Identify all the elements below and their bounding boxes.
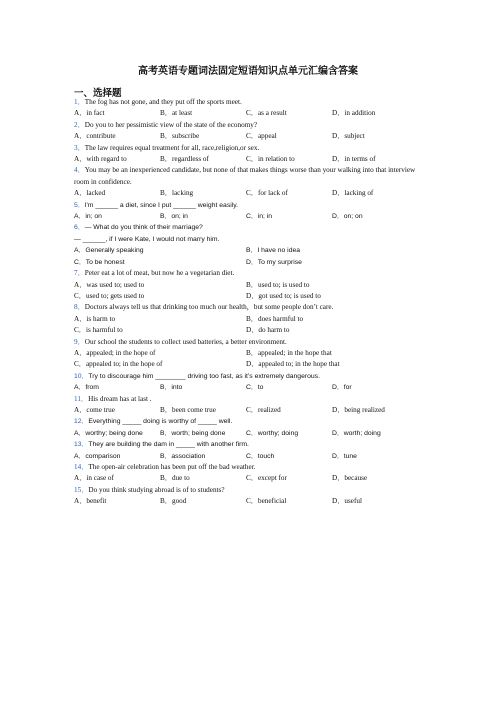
answer-option[interactable]: D．lacking of bbox=[332, 189, 374, 198]
answer-option[interactable]: B．due to bbox=[160, 474, 190, 483]
question-number: 15． bbox=[74, 485, 89, 494]
answer-option[interactable]: C．appealed to; in the hope of bbox=[74, 360, 163, 369]
answer-option[interactable]: A．in case of bbox=[74, 474, 114, 483]
options-row bbox=[74, 188, 424, 199]
answer-option[interactable]: D．for bbox=[332, 384, 352, 392]
answer-option[interactable]: C．touch bbox=[246, 452, 275, 460]
question-4 bbox=[74, 165, 424, 188]
answer-option[interactable]: C．To be honest bbox=[74, 258, 125, 266]
answer-option[interactable]: D．subject bbox=[332, 132, 365, 141]
answer-option[interactable]: B．I have no idea bbox=[246, 247, 301, 255]
page-title: 高考英语专题词法固定短语知识点单元汇编含答案 bbox=[138, 66, 358, 77]
question-15 bbox=[74, 485, 424, 496]
question-number: 3． bbox=[74, 143, 85, 152]
answer-option[interactable]: D．on; on bbox=[332, 213, 363, 221]
answer-option[interactable]: B．subscribe bbox=[160, 132, 200, 141]
answer-option[interactable]: D．in addition bbox=[332, 109, 376, 118]
options-row bbox=[74, 131, 424, 142]
answer-option[interactable]: C．for lack of bbox=[246, 189, 288, 198]
answer-option[interactable]: A．worthy; being done bbox=[74, 429, 143, 437]
answer-option[interactable]: B．appealed; in the hope that bbox=[246, 348, 332, 357]
answer-option[interactable]: B．good bbox=[160, 497, 187, 506]
question-6 bbox=[74, 222, 424, 233]
question-number: 14． bbox=[74, 463, 89, 471]
question-11 bbox=[74, 394, 424, 405]
question-text: Peter eat a lot of meat, but now he a vegetarian diet. bbox=[84, 269, 235, 278]
options-row bbox=[74, 154, 424, 165]
options-row bbox=[74, 428, 424, 439]
answer-option[interactable]: C．appeal bbox=[246, 132, 277, 141]
answer-option[interactable]: B．been come true bbox=[160, 405, 216, 414]
options-row bbox=[74, 348, 424, 359]
answer-option[interactable]: C．realized bbox=[246, 405, 281, 414]
answer-option[interactable]: D．worth; doing bbox=[332, 429, 381, 437]
question-text: Try to discourage him ________ driving too fast, as it’s extremely dangerous. bbox=[88, 372, 320, 380]
answer-option[interactable]: D．being realized bbox=[332, 405, 385, 414]
answer-option[interactable]: A．in; on bbox=[74, 213, 102, 221]
answer-option[interactable]: A．Generally speaking bbox=[74, 247, 144, 255]
question-14 bbox=[74, 462, 424, 473]
answer-option[interactable]: C．to bbox=[246, 384, 264, 392]
answer-option[interactable]: D．To my surprise bbox=[246, 258, 302, 266]
options-row bbox=[74, 314, 424, 325]
question-number: 7． bbox=[74, 269, 85, 278]
answer-option[interactable]: B．association bbox=[160, 452, 206, 460]
section-heading: 一、选择题 bbox=[74, 88, 122, 99]
question-text: The open-air celebration has been put off the bad weather. bbox=[88, 463, 256, 471]
question-text: Do you think studying abroad is of to students? bbox=[88, 485, 225, 494]
question-text: Our school the students to collect used batteries, a better environment. bbox=[84, 337, 287, 346]
question-text: You may be an inexperienced candidate, but none of that makes things worse than your walking into that interview room in confidence. bbox=[74, 166, 416, 186]
answer-option[interactable]: B．into bbox=[160, 384, 183, 392]
question-12 bbox=[74, 416, 424, 427]
question-text: Do you to her pessimistic view of the state of the economy? bbox=[84, 120, 258, 129]
question-1 bbox=[74, 97, 424, 108]
question-text: — What do you think of their marriage? bbox=[84, 224, 203, 232]
question-10 bbox=[74, 371, 424, 382]
answer-option[interactable]: B．does harmful to bbox=[246, 314, 304, 323]
options-row bbox=[74, 211, 424, 222]
question-text: The law requires equal treatment for all, race,religion,or sex. bbox=[84, 143, 260, 152]
answer-option[interactable]: A．lacked bbox=[74, 189, 106, 198]
answer-option[interactable]: D．because bbox=[332, 474, 368, 483]
question-number: 9． bbox=[74, 337, 85, 346]
answer-option[interactable]: B．used to; is used to bbox=[246, 280, 310, 289]
answer-option[interactable]: D．useful bbox=[332, 497, 362, 506]
answer-option[interactable]: A．from bbox=[74, 384, 99, 392]
question-number: 6． bbox=[74, 224, 85, 232]
answer-option[interactable]: D．appealed to; in the hope that bbox=[246, 360, 340, 369]
options-row bbox=[74, 325, 424, 336]
question-number: 2． bbox=[74, 120, 85, 129]
answer-option[interactable]: A．comparison bbox=[74, 452, 121, 460]
answer-option[interactable]: C．in relation to bbox=[246, 155, 295, 164]
question-text: Everything _____ doing is worthy of _____ well. bbox=[88, 418, 233, 426]
answer-option[interactable]: B．regardless of bbox=[160, 155, 209, 164]
question-text-line2: — ______, if I were Kate, I would not marry him. bbox=[74, 235, 220, 243]
question-number: 8． bbox=[74, 303, 85, 312]
options-row bbox=[74, 291, 424, 302]
question-13 bbox=[74, 439, 424, 450]
question-number: 12． bbox=[74, 418, 89, 426]
answer-option[interactable]: A．benefit bbox=[74, 497, 107, 506]
question-number: 11． bbox=[74, 394, 89, 403]
answer-option[interactable]: A．come true bbox=[74, 405, 115, 414]
answer-option[interactable]: A．in fact bbox=[74, 109, 105, 118]
answer-option[interactable]: A．contribute bbox=[74, 132, 116, 141]
question-text: The fog has not gone, and they put off the sports meet. bbox=[84, 98, 242, 106]
question-8 bbox=[74, 302, 424, 313]
question-number: 4． bbox=[74, 166, 85, 175]
question-number: 10． bbox=[74, 372, 89, 380]
options-row bbox=[74, 496, 424, 507]
question-3 bbox=[74, 143, 424, 154]
answer-option[interactable]: A．was used to; used to bbox=[74, 280, 145, 289]
answer-option[interactable]: B．lacking bbox=[160, 189, 194, 198]
question-9 bbox=[74, 337, 424, 348]
question-text: I'm ______ a diet, since I put ______ weight easily. bbox=[84, 201, 239, 209]
question-number: 13． bbox=[74, 441, 89, 449]
question-text: Doctors always tell us that drinking too much our health，but some people don’t care. bbox=[84, 303, 334, 312]
options-row bbox=[74, 382, 424, 393]
options-row bbox=[74, 359, 424, 370]
options-row bbox=[74, 257, 424, 268]
answer-option[interactable]: C．is harmful to bbox=[74, 326, 123, 335]
question-number: 5． bbox=[74, 201, 85, 209]
answer-option[interactable]: B．worth; being done bbox=[160, 429, 226, 437]
answer-option[interactable]: C．beneficial bbox=[246, 497, 287, 506]
options-row bbox=[74, 473, 424, 484]
options-row bbox=[74, 245, 424, 256]
answer-option[interactable]: C．worthy; doing bbox=[246, 429, 299, 437]
question-text: His dream has at last . bbox=[88, 394, 152, 403]
options-row bbox=[74, 451, 424, 462]
answer-option[interactable]: C．used to; gets used to bbox=[74, 291, 145, 300]
question-2 bbox=[74, 120, 424, 131]
answer-option[interactable]: A．is harm to bbox=[74, 314, 116, 323]
question-7 bbox=[74, 268, 424, 279]
answer-option[interactable]: C．except for bbox=[246, 474, 287, 483]
question-5 bbox=[74, 200, 424, 211]
question-number: 1． bbox=[74, 98, 85, 106]
answer-option[interactable]: C．as a result bbox=[246, 109, 287, 118]
question-text: They are building the dam in _____ with another firm. bbox=[88, 441, 249, 449]
answer-option[interactable]: A．appealed; in the hope of bbox=[74, 348, 156, 357]
answer-option[interactable]: C．in; in bbox=[246, 213, 273, 221]
question-list bbox=[74, 97, 424, 508]
options-row bbox=[74, 108, 424, 119]
answer-option[interactable]: A．with regard to bbox=[74, 155, 127, 164]
options-row bbox=[74, 280, 424, 291]
answer-option[interactable]: D．in terms of bbox=[332, 155, 376, 164]
answer-option[interactable]: D．do harm to bbox=[246, 326, 290, 335]
options-row bbox=[74, 405, 424, 416]
answer-option[interactable]: D．tune bbox=[332, 452, 357, 460]
answer-option[interactable]: D．got used to; is used to bbox=[246, 291, 321, 300]
answer-option[interactable]: B．on; in bbox=[160, 213, 188, 221]
answer-option[interactable]: B．at least bbox=[160, 109, 193, 118]
